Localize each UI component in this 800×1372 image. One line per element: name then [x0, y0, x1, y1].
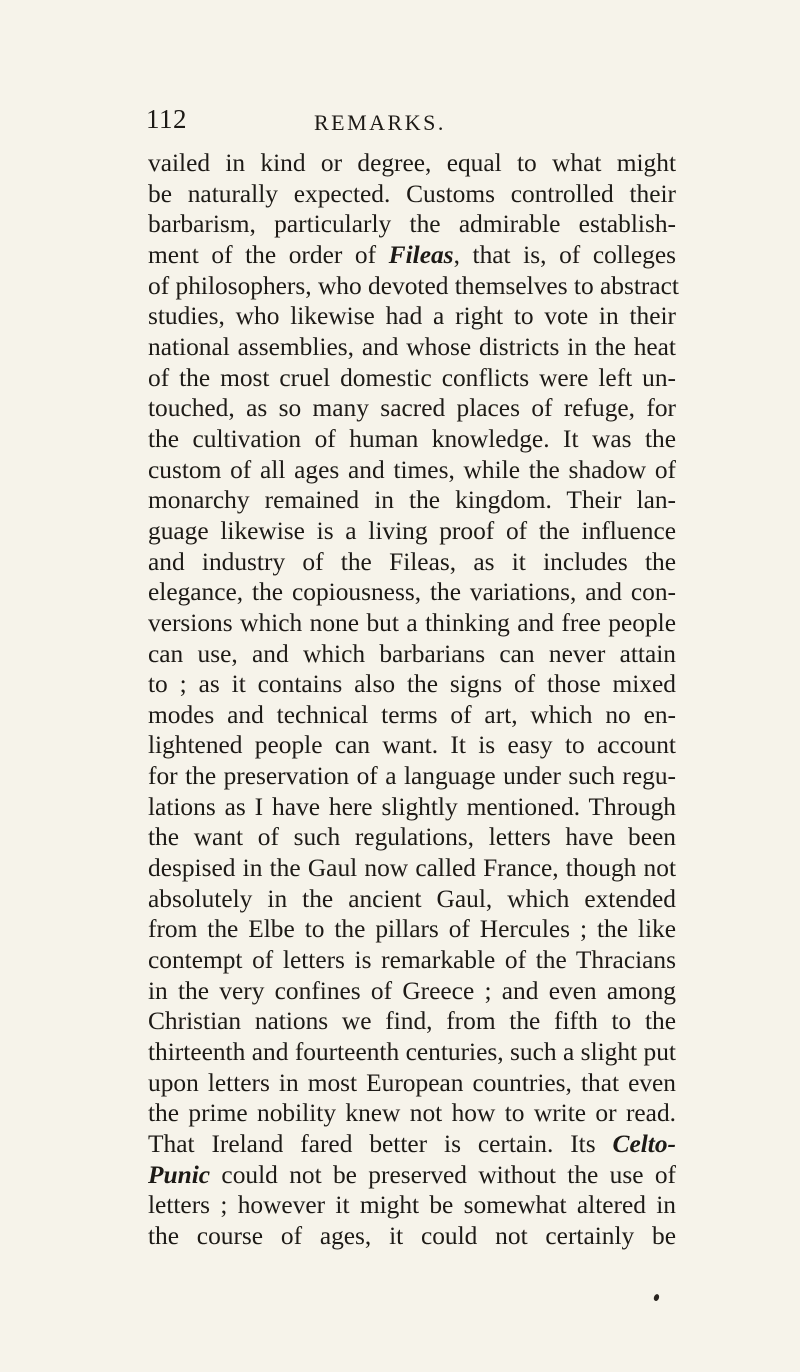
text-line	[148, 639, 676, 670]
text-segment: be naturally expected. Customs controlled their	[148, 179, 676, 208]
text-segment: Christian nations we find, from the fifth to the	[148, 1007, 676, 1036]
text-segment: absolutely in the ancient Gaul, which extended	[148, 884, 676, 913]
text-line	[148, 1068, 676, 1099]
text-line	[148, 179, 676, 210]
page-number: 112	[146, 104, 187, 134]
text-segment: from the Elbe to the pillars of Hercules ; the like	[148, 915, 676, 944]
text-line	[148, 332, 676, 363]
text-line	[148, 976, 676, 1007]
text-segment: the prime nobility knew not how to write or read.	[148, 1099, 676, 1128]
text-segment: touched, as so many sacred places of refuge, for	[148, 394, 676, 423]
text-line	[148, 761, 676, 792]
text-segment: monarchy remained in the kingdom. Their lan-	[148, 486, 676, 515]
text-segment: modes and technical terms of art, which no en-	[148, 700, 676, 729]
text-line	[148, 301, 676, 332]
text-line	[148, 1037, 676, 1068]
text-line	[148, 669, 676, 700]
text-line	[148, 853, 676, 884]
text-line	[148, 1190, 676, 1221]
text-segment: can use, and which barbarians can never attain	[148, 639, 676, 668]
text-line	[148, 363, 676, 394]
text-segment: of philosophers, who devoted themselves to abstract	[148, 271, 679, 300]
text-segment: contempt of letters is remarkable of the Thracians	[148, 946, 676, 975]
ink-speck	[653, 1293, 660, 1301]
text-segment: and industry of the Fileas, as it includes the	[148, 547, 676, 576]
text-segment: vailed in kind or degree, equal to what might	[148, 149, 676, 177]
text-segment: lightened people can want. It is easy to account	[148, 731, 676, 760]
text-line	[148, 1221, 676, 1252]
text-segment: versions which none but a thinking and free people	[148, 608, 676, 637]
text-segment: thirteenth and fourteenth centuries, such a slight put	[148, 1038, 676, 1067]
text-line	[148, 884, 676, 915]
body-text	[148, 148, 679, 1252]
text-line	[148, 209, 676, 240]
text-line	[148, 1098, 676, 1129]
text-segment: Fileas	[388, 240, 454, 269]
text-segment: guage likewise is a living proof of the influence	[148, 516, 676, 545]
page-header	[0, 104, 800, 138]
text-segment: the want of such regulations, letters have been	[148, 823, 676, 852]
text-line	[148, 424, 676, 455]
running-head: REMARKS.	[314, 110, 446, 135]
text-line	[148, 516, 676, 547]
text-line	[148, 945, 676, 976]
text-line	[148, 792, 676, 823]
text-segment: lations as I have here slightly mentioned. Through	[148, 792, 676, 821]
text-segment: Celto-	[612, 1130, 676, 1158]
text-segment: elegance, the copiousness, the variations, and con-	[148, 578, 676, 607]
text-line	[148, 700, 676, 731]
text-segment: the cultivation of human knowledge. It was the	[148, 424, 676, 453]
text-line	[148, 914, 676, 945]
text-segment: the course of ages, it could not certainly be	[148, 1221, 676, 1250]
text-line	[148, 271, 679, 302]
text-segment: custom of all ages and times, while the shadow of	[148, 455, 676, 484]
text-line	[148, 485, 676, 516]
text-line	[148, 822, 676, 853]
text-segment: could not be preserved without the use of	[210, 1160, 676, 1189]
text-segment: Punic	[148, 1160, 211, 1189]
text-segment: That Ireland fared better is certain. Its	[148, 1130, 613, 1158]
text-segment: to ; as it contains also the signs of those mixed	[148, 670, 676, 699]
text-line	[148, 547, 676, 578]
text-segment: of the most cruel domestic conflicts were left un-	[148, 363, 676, 392]
text-line	[148, 455, 676, 486]
text-segment: studies, who likewise had a right to vote in their	[148, 302, 676, 331]
text-segment: letters ; however it might be somewhat altered in	[148, 1191, 676, 1220]
text-segment: ment of the order of	[148, 240, 389, 269]
text-segment: barbarism, particularly the admirable establish-	[148, 210, 676, 239]
text-line	[148, 577, 676, 608]
text-line	[148, 148, 676, 179]
text-line	[148, 1006, 676, 1037]
text-segment: national assemblies, and whose districts in the heat	[148, 332, 676, 361]
text-line	[148, 608, 676, 639]
text-line	[148, 393, 676, 424]
text-line	[148, 1160, 676, 1191]
text-segment: , that is, of colleges	[453, 240, 677, 269]
text-segment: despised in the Gaul now called France, though not	[148, 854, 676, 883]
text-segment: in the very confines of Greece ; and even among	[148, 976, 676, 1005]
text-line	[148, 730, 676, 761]
text-segment: upon letters in most European countries, that even	[148, 1068, 676, 1097]
text-line	[148, 240, 676, 271]
text-segment: for the preservation of a language under such regu-	[148, 762, 676, 791]
text-line	[148, 1129, 676, 1160]
